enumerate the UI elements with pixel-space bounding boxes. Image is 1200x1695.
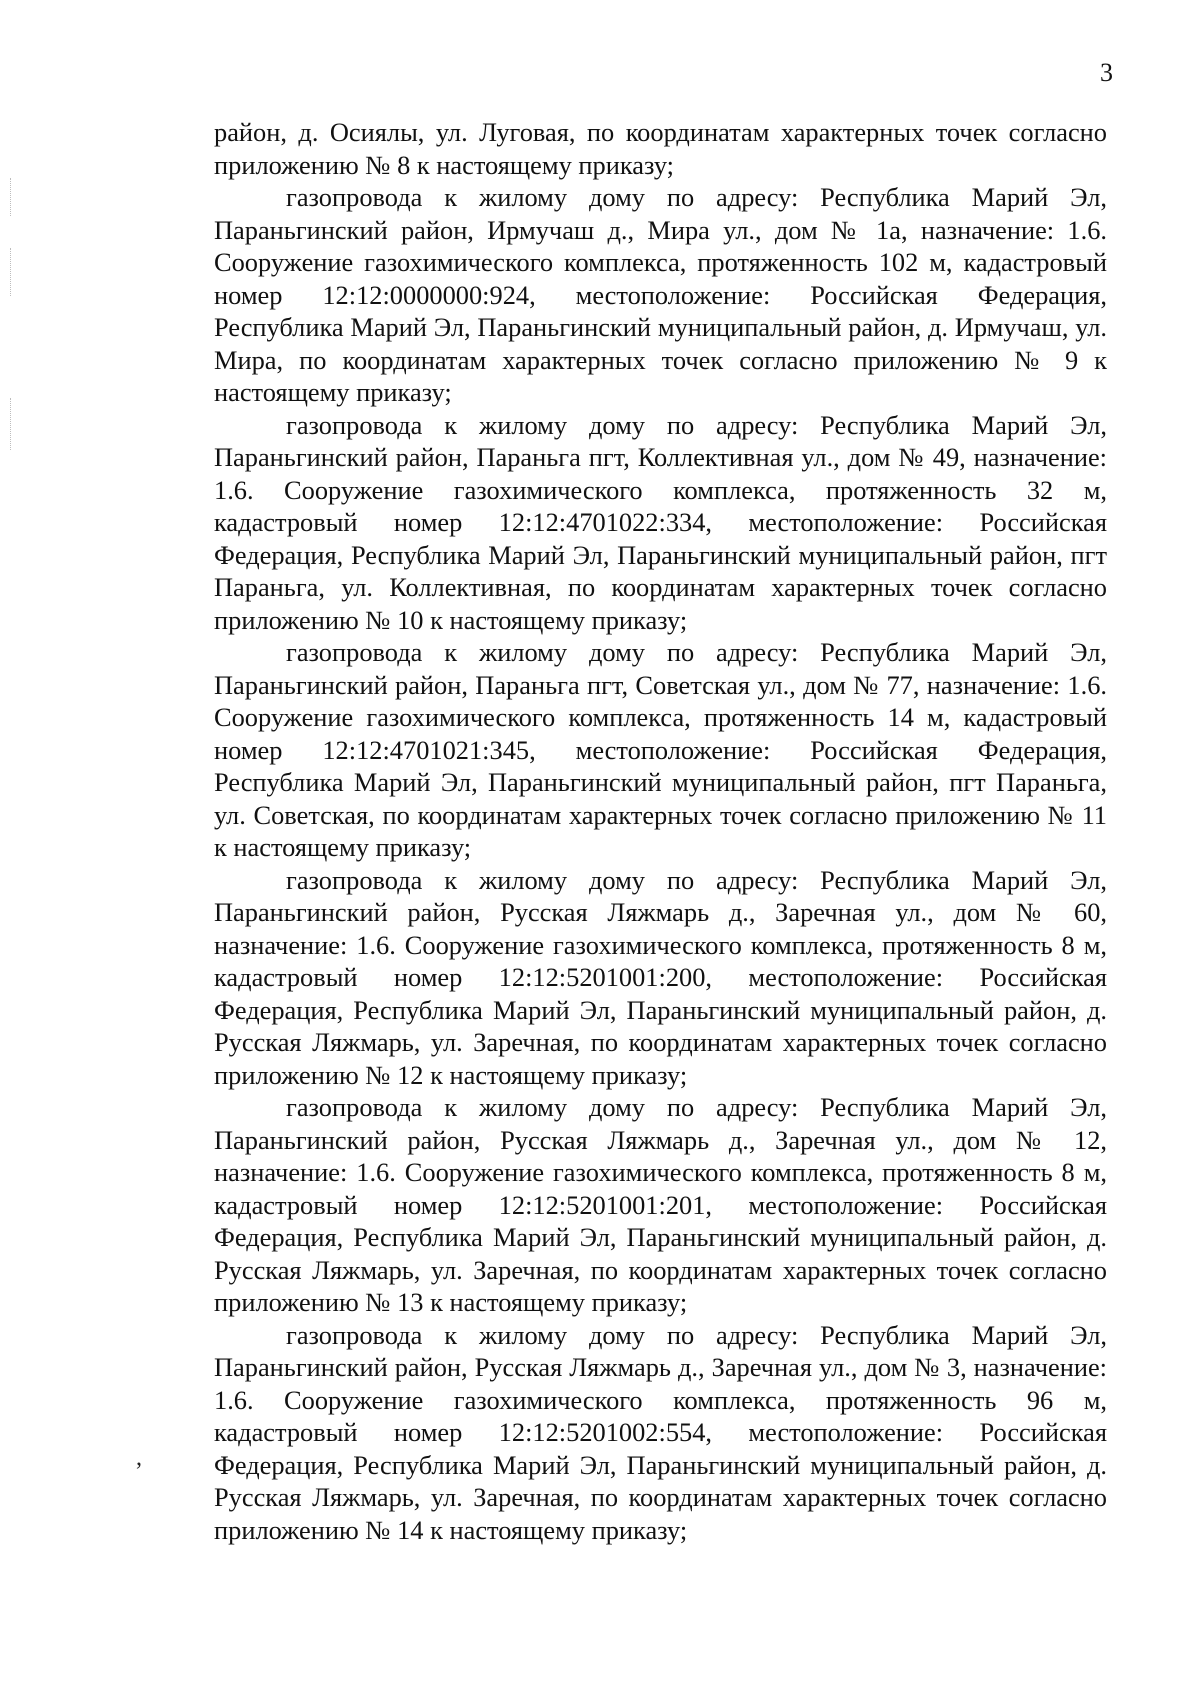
paragraph-continuation: район, д. Осиялы, ул. Луговая, по координатам характерных точек согласно приложению № 8 к настоящему приказу; bbox=[214, 117, 1107, 180]
scan-margin-marks bbox=[10, 0, 12, 460]
paragraph-item: газопровода к жилому дому по адресу: Республика Марий Эл, Параньгинский район, Параньга пгт, Коллективная ул., дом № 49, назначение: 1.6. Сооружение газохимического комплекса, протяженность 32 м, кадастровый номер 12:12:4701022:334, местоположение: Российская Федерация, Республика Марий Эл, Параньгинский муниципальный район, пгт Параньга, ул. Коллективная, по координатам характерных точек согласно приложению № 10 к настоящему приказу; bbox=[214, 409, 1107, 635]
paragraph-item: газопровода к жилому дому по адресу: Республика Марий Эл, Параньгинский район, Русская Ляжмарь д., Заречная ул., дом № 3, назначение: 1.6. Сооружение газохимического комплекса, протяженность 96 м, кадастровый номер 12:12:5201002:554, местоположение: Российская Федерация, Республика Марий Эл, Параньгинский муниципальный район, д. Русская Ляжмарь, ул. Заречная, по координатам характерных точек согласно приложению № 14 к настоящему приказу; bbox=[214, 1319, 1107, 1545]
document-body bbox=[214, 116, 1107, 1546]
paragraph-item: газопровода к жилому дому по адресу: Республика Марий Эл, Параньгинский район, Ирмучаш д., Мира ул., дом № 1а, назначение: 1.6. Сооружение газохимического комплекса, протяженность 102 м, кадастровый номер 12:12:0000000:924, местоположение: Российская Федерация, Республика Марий Эл, Параньгинский муниципальный район, д. Ирмучаш, ул. Мира, по координатам характерных точек согласно приложению № 9 к настоящему приказу; bbox=[214, 182, 1107, 407]
paragraph-item: газопровода к жилому дому по адресу: Республика Марий Эл, Параньгинский район, Параньга пгт, Советская ул., дом № 77, назначение: 1.6. Сооружение газохимического комплекса, протяженность 14 м, кадастровый номер 12:12:4701021:345, местоположение: Российская Федерация, Республика Марий Эл, Параньгинский муниципальный район, пгт Параньга, ул. Советская, по координатам характерных точек согласно приложению № 11 к настоящему приказу; bbox=[214, 637, 1107, 862]
paragraph-item: газопровода к жилому дому по адресу: Республика Марий Эл, Параньгинский район, Русская Ляжмарь д., Заречная ул., дом № 12, назначение: 1.6. Сооружение газохимического комплекса, протяженность 8 м, кадастровый номер 12:12:5201001:201, местоположение: Российская Федерация, Республика Марий Эл, Параньгинский муниципальный район, д. Русская Ляжмарь, ул. Заречная, по координатам характерных точек согласно приложению № 13 к настоящему приказу; bbox=[214, 1092, 1107, 1317]
page-number: 3 bbox=[1100, 58, 1113, 87]
paragraph-item: газопровода к жилому дому по адресу: Республика Марий Эл, Параньгинский район, Русская Ляжмарь д., Заречная ул., дом № 60, назначение: 1.6. Сооружение газохимического комплекса, протяженность 8 м, кадастровый номер 12:12:5201001:200, местоположение: Российская Федерация, Республика Марий Эл, Параньгинский муниципальный район, д. Русская Ляжмарь, ул. Заречная, по координатам характерных точек согласно приложению № 12 к настоящему приказу; bbox=[214, 864, 1107, 1090]
stray-mark: , bbox=[136, 1445, 142, 1471]
